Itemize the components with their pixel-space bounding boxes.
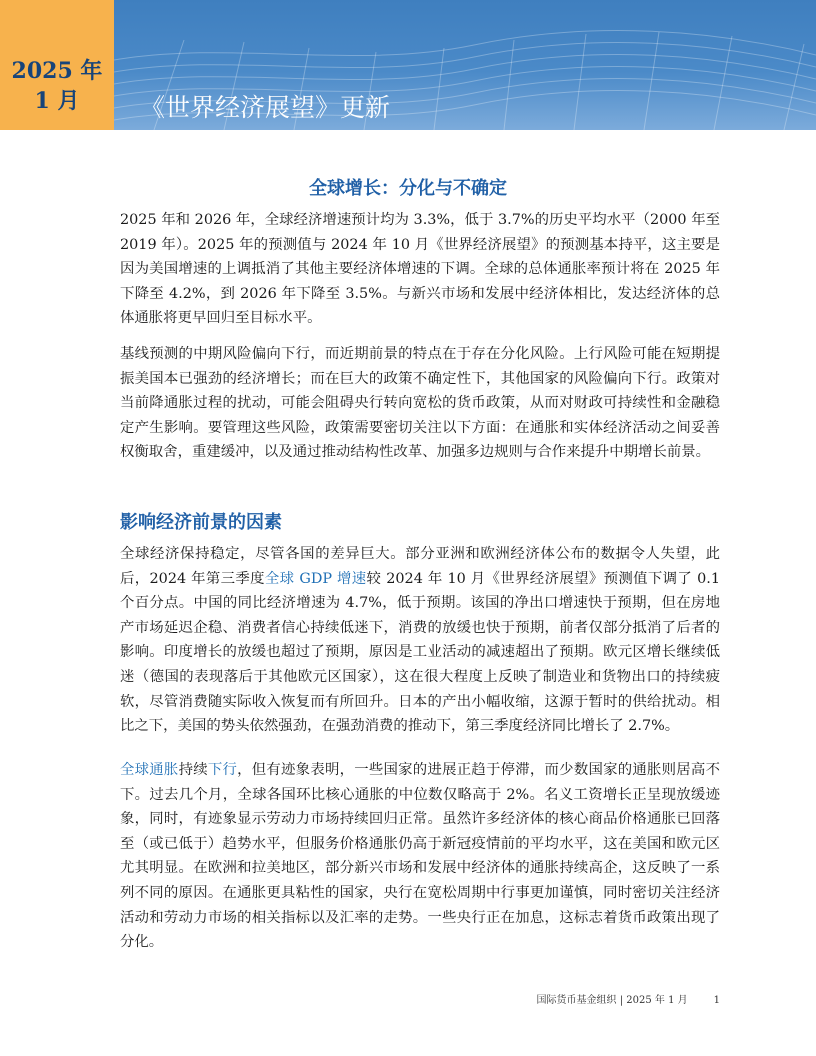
date-year: 2025 年: [11, 58, 103, 84]
paragraph-growth-forecast: 2025 年和 2026 年，全球经济增速预计均为 3.3%，低于 3.7%的历史平均水平（2000 年至 2019 年）。2025 年的预测值与 2024 年 10 月《世界经济展望》的预测基本持平，这主要是因为美国增速的上调抵消了其他主要经济体增速的下调。全球的总体通胀率预计将在 2025 年下降至 4.2%，到 2026 年下降至 3.5%。与新兴市场和发展中经济体相比，发达经济体的总体通胀将更早回归至目标水平。: [120, 212, 720, 327]
section-heading-global-growth: 全球增长：分化与不确定: [309, 178, 507, 199]
paragraph-text: ，但有迹象表明，一些国家的进展正趋于停滞，而少数国家的通胀则居高不下。过去几个月，全球各国环比核心通胀的中位数仅略高于 2%。名义工资增长正呈现放缓迹象，同时，有迹象显示劳动力市场持续回归正常。虽然许多经济体的核心商品价格通胀已回落至（或已低于）趋势水平，但服务价格通胀仍高于新冠疫情前的平均水平，这在美国和欧元区尤其明显。在欧洲和拉美地区，部分新兴市场和发展中经济体的通胀持续高企，这反映了一系列不同的原因。在通胀更具粘性的国家，央行在宽松周期中行事更加谨慎，同时密切关注经济活动和劳动力市场的相关指标以及汇率的走势。一些央行正在加息，这标志着货币政策出现了分化。: [120, 762, 720, 951]
paragraph-risks: 基线预测的中期风险偏向下行，而近期前景的特点在于存在分化风险。上行风险可能在短期提振美国本已强劲的经济增长；而在巨大的政策不确定性下，其他国家的风险偏向下行。政策对当前降通胀过程的扰动，可能会阻碍央行转向宽松的货币政策，从而对财政可持续性和金融稳定产生影响。要管理这些风险，政策需要密切关注以下方面：在通胀和实体经济活动之间妥善权衡取舍，重建缓冲，以及通过推动结构性改革、加强多边规则与合作来提升中期增长前景。: [120, 346, 720, 461]
footer-source: 国际货币基金组织 | 2025 年 1 月: [536, 995, 688, 1006]
date-block: [0, 0, 114, 130]
paragraph-text: 持续: [178, 762, 208, 778]
paragraph-global-economy: [120, 542, 720, 739]
paragraph-text: 较 2024 年 10 月《世界经济展望》预测值下调了 0.1 个百分点。中国的同比经济增速为 4.7%，低于预期。该国的净出口增速快于预期，但在房地产市场延迟企稳、消费者信心持续低迷下，消费的放缓也快于预期，前者仅部分抵消了后者的影响。印度增长的放缓也超过了预期，原因是工业活动的减速超出了预期。欧元区增长继续低迷（德国的表现落后于其他欧元区国家），这在很大程度上反映了制造业和货物出口的持续疲软，尽管消费随实际收入恢复而有所回升。日本的产出小幅收缩，这源于暂时的供给扰动。相比之下，美国的势头依然强劲，在强劲消费的推动下，第三季度经济同比增长了 2.7%。: [120, 570, 720, 735]
publication-title: 《世界经济展望》更新: [140, 93, 391, 122]
page-number: 1: [713, 995, 720, 1006]
banner-background: [114, 0, 816, 130]
link-decline[interactable]: 下行: [207, 762, 238, 778]
header-banner: [0, 0, 816, 130]
link-global-inflation[interactable]: 全球通胀: [120, 762, 179, 778]
section-heading-factors: 影响经济前景的因素: [120, 512, 282, 533]
link-global-gdp-growth[interactable]: 全球 GDP 增速: [264, 570, 367, 587]
paragraph-inflation: [120, 758, 720, 955]
paragraph-text: 全球经济保持稳定，尽管各国的差异巨大。部分亚洲和欧洲经济体公布的数据令人失望，此后，2024 年第三季度: [120, 546, 720, 587]
date-month: 1 月: [34, 88, 80, 114]
page-footer: [537, 991, 720, 1006]
